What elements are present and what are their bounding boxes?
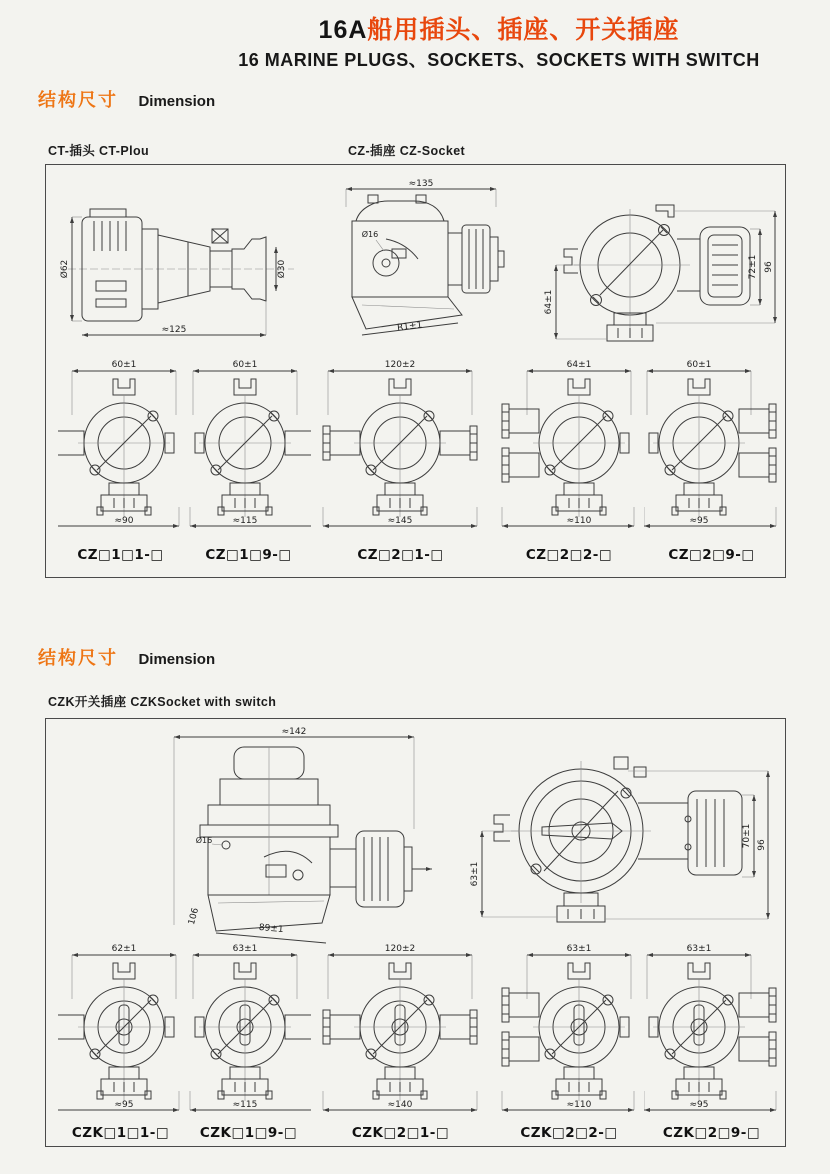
section1-heading-zh: 结构尺寸 [38,90,118,110]
cz-dimension-panel [45,164,786,578]
model-label: CZK□1□9-□ [199,1125,298,1141]
title-zh-text: 船用插头、插座、开关插座 [367,16,680,44]
section2-heading [38,644,215,670]
dim-label: ≈95 [689,1100,709,1110]
model-label: CZ□1□1-□ [77,547,164,563]
dim-label: ≈110 [566,1100,592,1110]
dim-label: Ø16 [195,836,213,845]
dim-label: ≈95 [114,1100,134,1110]
dim-label: 89±1 [258,922,284,936]
czk-front-view-4 [494,941,644,1123]
dim-label: ≈125 [161,325,187,335]
model-label: CZK□1□1-□ [71,1125,170,1141]
dim-label: ≈142 [281,727,307,737]
dim-label: Ø16 [361,230,379,239]
dim-label: ≈110 [566,516,592,526]
dim-label: ≈95 [689,516,709,526]
socket-front-drawing [58,941,183,1119]
czk-front-view-5 [644,941,779,1123]
dim-label: ≈115 [232,1100,258,1110]
page-header [0,16,830,72]
cz-socket-side-drawing [328,177,553,345]
model-label: CZ□1□9-□ [205,547,292,563]
czk-front-drawing [466,731,781,936]
model-label: CZK□2□9-□ [662,1125,761,1141]
dim-label: ≈135 [408,179,434,189]
dim-label: 63±1 [566,944,592,954]
dim-label: 106 [187,906,202,927]
dim-label: R1±1 [396,320,423,334]
page-title-en: 16 MARINE PLUGS、SOCKETS、SOCKETS WITH SWITCH [238,49,760,70]
title-amperage: 16A [318,16,368,44]
dim-label: 60±1 [686,360,712,370]
socket-front-drawing [308,357,493,535]
cz-front-view-1 [58,357,183,539]
dim-label: 64±1 [544,289,554,315]
cz-front-view-5 [644,357,779,539]
section1-heading-en: Dimension [138,93,216,110]
czk-front-view-3 [308,941,493,1123]
dim-label: Ø62 [60,259,70,279]
cz-socket-label: CZ-插座 CZ-Socket [348,144,466,158]
dim-label: ≈115 [232,516,258,526]
socket-front-drawing [186,941,311,1119]
cz-socket-front-drawing [544,183,786,345]
model-label: CZK□2□1-□ [351,1125,450,1141]
dim-label: Ø30 [277,259,287,279]
dim-label: 62±1 [111,944,137,954]
socket-front-drawing [644,357,779,535]
dim-label: ≈90 [114,516,134,526]
dim-label: ≈145 [387,516,413,526]
socket-front-drawing [644,941,779,1119]
socket-front-drawing [58,357,183,535]
dim-label: 72±1 [748,254,758,280]
section1-heading [38,86,215,112]
czk-dimension-panel [45,718,786,1147]
cz-front-view-4 [494,357,644,539]
czk-front-view-2 [186,941,311,1123]
socket-front-drawing [186,357,311,535]
dim-label: 120±2 [384,944,416,954]
socket-front-drawing [494,357,644,535]
czk-front-view-1 [58,941,183,1123]
model-label: CZ□2□9-□ [668,547,755,563]
dim-label: ≈140 [387,1100,413,1110]
dim-label: 60±1 [111,360,137,370]
cz-front-view-3 [308,357,493,539]
dim-label: 96 [757,839,767,851]
dim-label: 63±1 [232,944,258,954]
dim-label: 120±2 [384,360,416,370]
section2-heading-en: Dimension [138,651,216,668]
page-title-zh [168,16,830,45]
dim-label: 60±1 [232,360,258,370]
dim-label: 63±1 [470,861,480,887]
czk-socket-label: CZK开关插座 CZKSocket with switch [48,695,277,709]
socket-front-drawing [308,941,493,1119]
cz-front-view-2 [186,357,311,539]
model-label: CZ□2□2-□ [525,547,613,563]
dim-label: 63±1 [686,944,712,954]
dim-label: 70±1 [742,823,752,849]
ct-plug-label: CT-插头 CT-Plou [48,144,150,158]
ct-plug-drawing [60,185,300,347]
dim-label: 64±1 [566,360,592,370]
socket-front-drawing [494,941,644,1119]
section2-heading-zh: 结构尺寸 [38,648,118,668]
czk-side-drawing [146,725,481,947]
model-label: CZK□2□2-□ [520,1125,618,1141]
model-label: CZ□2□1-□ [357,547,444,563]
dim-label: 96 [764,261,774,273]
